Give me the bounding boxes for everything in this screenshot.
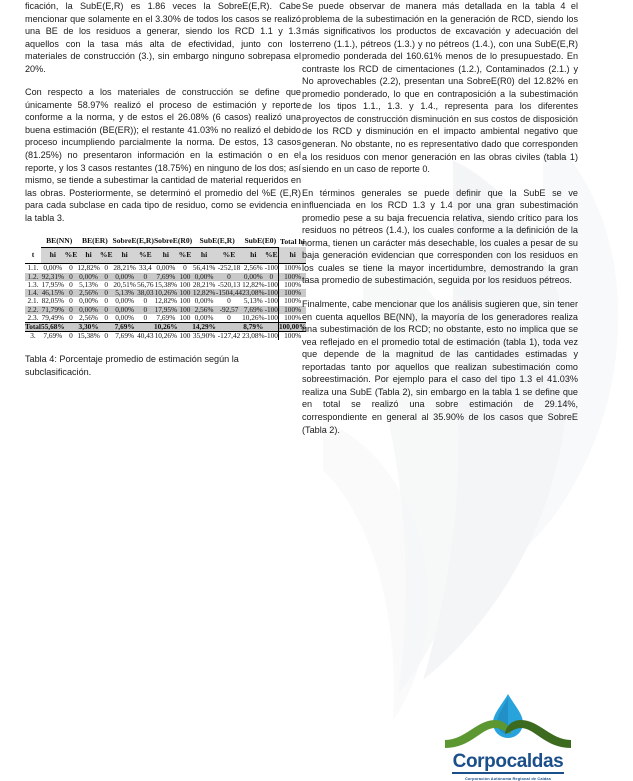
logo-tagline: Corporación Autónoma Regional de Caldas xyxy=(464,776,552,781)
row-label: 2.1. xyxy=(27,296,39,306)
table-cell: 100% xyxy=(278,273,306,281)
row-label: 1.1. xyxy=(27,263,39,273)
table-cell: -100 xyxy=(264,304,278,314)
table-cell: 0,00% xyxy=(113,306,137,314)
table-cell: 0,00% xyxy=(243,271,263,281)
table-body xyxy=(25,264,306,340)
table-cell: 0 xyxy=(100,289,113,297)
corpocaldas-logo xyxy=(443,690,573,781)
sub-header-cell: %E xyxy=(216,247,242,264)
table-4 xyxy=(25,235,306,340)
table-cell: 33,4 xyxy=(138,263,152,273)
sub-header-cell: %E xyxy=(265,247,279,264)
table-cell: -1504,44 xyxy=(215,288,243,298)
sub-header-cell: t xyxy=(25,247,41,264)
paragraph-left-1: ficación, la SubE(E,R) es 1.86 veces la SobreE(E,R). Cabe mencionar que solamente en el 3.30% de todos los casos se realizó una BE de los residuos a generar, siendo los RCD 1.1 y 1.3 aquellos con la tasa más alta de efectividad, junto con los materiales de construcción (3.), sin embargo ninguno sobrepasa el 20%. xyxy=(25,1,301,74)
table-cell: 100 xyxy=(179,312,191,322)
table-cell: 100% xyxy=(278,297,306,305)
table-cell: 0,00% xyxy=(43,263,63,273)
table-cell: 7,69% xyxy=(243,304,263,314)
table-head xyxy=(25,235,306,264)
table-cell: 0 xyxy=(227,312,231,322)
table-cell: 5,13% xyxy=(79,279,99,289)
table-cell: 0,00% xyxy=(194,296,214,306)
table-cell: 0 xyxy=(216,273,242,281)
table-cell: 35,90% xyxy=(192,331,216,341)
table-cell: 0 xyxy=(100,306,113,314)
table-cell: 0 xyxy=(227,296,231,306)
table-cell: 0 xyxy=(104,312,108,322)
table-cell: 12,82% xyxy=(242,279,265,289)
table-cell: 10,26% xyxy=(154,331,178,341)
table-cell: 2,56% xyxy=(79,288,99,298)
table-cell: 23,08% xyxy=(242,331,265,341)
paragraph-left-2: Con respecto a los materiales de construcción se define que únicamente 58.97% realizó el proceso de estimación y reporte conforme a la norma, y de estos el 26.08% (6 casos) realizó una buena estimación (BE(ER)); el restante 41.03% no realizó el debido proceso incumpliendo parcialmente la norma. De estos, 13 casos (81.25%) no presentaron información en la estimación o en el reporte, y los 3 casos restantes (18.75%) en ninguno de los dos; así mismo, se tiende a subestimar la cantidad de material requeridos en las obras. Posteriormente, se determinó el promedio del %E (E,R) para cada subclase en cada tipo de residuo, como se evidencia en la tabla 3. xyxy=(25,87,301,223)
row-label: 2.3. xyxy=(27,312,39,322)
group-header-cell xyxy=(25,235,41,247)
table-cell: 100,00% xyxy=(278,321,307,331)
table-cell: 28,21% xyxy=(113,263,136,273)
table-cell: 0,00% xyxy=(113,273,137,281)
table-cell: 0 xyxy=(65,273,78,281)
logo-brand-text: Corpocaldas xyxy=(452,751,564,772)
table-cell: -100 xyxy=(264,331,278,341)
row-label: 2.2. xyxy=(25,306,41,314)
table-cell: -520,13 xyxy=(217,279,241,289)
table-cell: 0 xyxy=(137,273,154,281)
table-cell: 0,00% xyxy=(115,296,135,306)
table-cell: 12,82% xyxy=(192,288,216,298)
table-cell: 0 xyxy=(69,331,73,341)
table-cell: 92,31% xyxy=(41,271,65,281)
table-cell: 0,00% xyxy=(79,271,99,281)
group-header-cell: SobreE(R0) xyxy=(154,235,192,247)
sub-header-cell: %E xyxy=(178,247,192,264)
table-cell: -127,42 xyxy=(217,331,241,341)
table-cell: 0,00% xyxy=(79,304,99,314)
table-cell: 10,26% xyxy=(153,321,178,331)
table-cell: -100 xyxy=(264,312,278,322)
table-cell: 0 xyxy=(104,279,108,289)
table-cell: 0,00% xyxy=(115,312,135,322)
table-4-wrapper xyxy=(25,235,307,341)
sub-header-cell: hi xyxy=(113,247,137,264)
table-cell: 0,00% xyxy=(192,273,216,281)
table-cell: 100% xyxy=(278,289,306,297)
table-cell: 100% xyxy=(278,332,306,341)
table-cell: 14,29% xyxy=(192,321,216,331)
table-cell: 0 xyxy=(183,263,187,273)
table-cell: 0 xyxy=(69,263,73,273)
table-cell: -100 xyxy=(264,288,278,298)
table-cell: 7,69% xyxy=(154,273,178,281)
table-cell: 0 xyxy=(104,296,108,306)
table-cell: 7,69% xyxy=(156,312,176,322)
sub-header-cell: hi xyxy=(242,247,265,264)
sub-header-cell: hi xyxy=(154,247,178,264)
table-caption: Tabla 4: Porcentaje promedio de estimación según la subclasificación. xyxy=(25,354,239,377)
table-cell: 5,13% xyxy=(113,289,137,297)
table-cell: -252,18 xyxy=(217,263,241,273)
table-cell: 0 xyxy=(69,312,73,322)
table-cell: 38,03 xyxy=(137,288,154,298)
paragraph-right-1: Se puede observar de manera más detallada en la tabla 4 el problema de la subestimación en la generación de RCD, siendo los más significativos los productos de excavación y adecuación del terreno (1.1.), pétreos (1.3.) y no pétreos (1.4.), con una SubE(E,R) promedio ponderada del 160.61% menos de lo presupuestado. En contraste los RCD de cimentaciones (1.2.), Contaminados (2.1.) y No aprovechables (2.2), presentan una SobreE(R0) del 12.82% en promedio ponderado, lo que en contraposición a la subestimación de los tipos 1.1., 1.3. y 1.4., representa para los diferentes proyectos de construcción disminución en sus costos de disposición de los RCD y disminución en el impacto ambiental negativo que generan. No obstante, no es representativo dado que corresponden a los residuos con menor generación en las obras civiles (tabla 1) siendo en un caso de reporte 0. xyxy=(302,1,578,175)
table-cell: -92,57 xyxy=(216,306,242,314)
table-cell: 12,82% xyxy=(154,296,178,306)
table-cell: 7,69% xyxy=(43,331,63,341)
table-cell: 40,43 xyxy=(137,331,154,341)
table-cell: 82,05% xyxy=(41,296,65,306)
row-label: 1.3. xyxy=(27,279,39,289)
table-cell: 100 xyxy=(179,304,191,314)
right-column xyxy=(302,0,578,447)
table-cell: 7,69% xyxy=(113,322,137,331)
sub-header-row xyxy=(25,247,306,264)
table-cell: 0 xyxy=(143,312,148,322)
table-cell: 0 xyxy=(65,306,78,314)
row-label: 1.4. xyxy=(25,289,41,297)
group-header-cell-total: Total hi xyxy=(279,236,305,246)
table-cell: 55,68% xyxy=(40,321,65,331)
table-cell: 20,51% xyxy=(113,279,136,289)
sub-header-cell-total: hi xyxy=(278,247,306,264)
table-cell: 56,76 xyxy=(137,279,154,289)
sub-header-cell: %E xyxy=(65,247,78,264)
table-cell: 15,38% xyxy=(154,279,178,289)
table-cell: 2,56% xyxy=(192,306,216,314)
table-cell: 100% xyxy=(278,281,306,289)
table-cell: 0 xyxy=(69,279,73,289)
table-cell: 7,69% xyxy=(115,331,135,341)
table-cell: 0 xyxy=(65,289,78,297)
table-row xyxy=(25,332,306,341)
table-cell: 100 xyxy=(179,288,191,298)
paragraph-right-2: En términos generales se puede definir que la SubE se ve influenciada en los RCD 1.3 y 1.4 por una gran subestimación promedio pese a su baja frecuencia relativa, siendo crítico para los residuos no pétreos (1.4.), los cuales conforme a la definición de la norma, tienen un carácter más desechable, los cuales a pesar de su baja generación evidencian que corresponden con los residuos en los cuales se tiene la mayor incertidumbre, demostrando la gran tasa promedio de subestimación, seguida por los residuos pétreos. xyxy=(302,187,578,286)
paragraph-right-3: Finalmente, cabe mencionar que los análisis sugieren que, sin tener en cuenta aquellos BE(NN), la mayoría de los generadores realiza una subestimación de los RCD; no obstante, esto no implica que se vea reflejado en el promedio total de estimación (tabla 1), toda vez que depende de la magnitud de las cantidades estimadas y reportadas tanto por aquellos que realizan subestimación como sobreestimación. Por ejemplo para el caso del tipo 1.3 el 41.03% realiza una SubE (Tabla 2), sin embargo en la tabla 1 se define que en total se realizó una sobre estimación de 29.14%, correspondiente en general al 35.90% de los casos que SobreE (Tabla 2). xyxy=(302,299,578,435)
table-cell: 3,30% xyxy=(78,321,99,331)
table-cell: 2,56% xyxy=(79,312,99,322)
table-cell: 2,56% xyxy=(243,263,263,273)
group-header-cell: BE(ER) xyxy=(77,235,112,247)
table-cell: 100% xyxy=(278,306,306,314)
sub-header-cell: %E xyxy=(100,247,113,264)
table-cell: -100 xyxy=(264,263,278,273)
table-cell: 46,15% xyxy=(41,288,65,298)
sub-header-cell: %E xyxy=(137,247,154,264)
table-cell: 79,49% xyxy=(41,312,65,322)
row-label: 1.2. xyxy=(25,273,41,281)
table-cell: 0,00% xyxy=(79,296,99,306)
table-cell: 5,13% xyxy=(243,296,263,306)
table-cell: 56,41% xyxy=(192,263,216,273)
group-header-row xyxy=(25,235,306,247)
table-cell: 0 xyxy=(104,263,108,273)
table-cell: 17,95% xyxy=(154,304,178,314)
table-cell: 12,82% xyxy=(77,263,100,273)
table-cell: 100 xyxy=(179,331,191,341)
table-cell: 0 xyxy=(104,331,108,341)
sub-header-cell: hi xyxy=(41,247,65,264)
table-cell: 0,00% xyxy=(194,312,214,322)
corpocaldas-mark-icon xyxy=(443,690,573,752)
table-cell: 100 xyxy=(179,296,191,306)
table-cell: -100 xyxy=(264,279,278,289)
row-label: Total xyxy=(25,321,41,331)
table-cell: 8,79% xyxy=(243,321,264,331)
table-cell: 17,95% xyxy=(41,279,65,289)
table-cell: 0 xyxy=(143,296,148,306)
row-label: 3. xyxy=(30,331,36,341)
table-cell: 15,38% xyxy=(77,331,100,341)
sub-header-cell: hi xyxy=(192,247,216,264)
table-cell: 10,26% xyxy=(154,288,178,298)
group-header-cell: SubE(E0) xyxy=(242,235,278,247)
table-cell: 0,00% xyxy=(156,263,176,273)
table-cell: 10,26% xyxy=(242,312,265,322)
group-header-cell: SubE(E,R) xyxy=(192,235,242,247)
table-cell: 100 xyxy=(179,271,191,281)
table-cell: 0 xyxy=(137,306,154,314)
table-cell: 23,08% xyxy=(242,288,265,298)
table-cell: -100 xyxy=(264,296,278,306)
table-cell: 100% xyxy=(278,314,306,323)
sub-header-cell: hi xyxy=(77,247,100,264)
table-cell: 28,21% xyxy=(192,279,216,289)
table-cell: 0 xyxy=(100,273,113,281)
group-header-cell: SobreE(E,R) xyxy=(113,235,154,247)
table-cell: 100% xyxy=(278,264,306,273)
left-column xyxy=(25,0,307,378)
table-cell: 0 xyxy=(69,296,73,306)
table-cell: 0 xyxy=(265,273,279,281)
table-cell: 100 xyxy=(179,279,191,289)
group-header-cell: BE(NN) xyxy=(41,235,77,247)
table-cell: 71,79% xyxy=(41,304,65,314)
